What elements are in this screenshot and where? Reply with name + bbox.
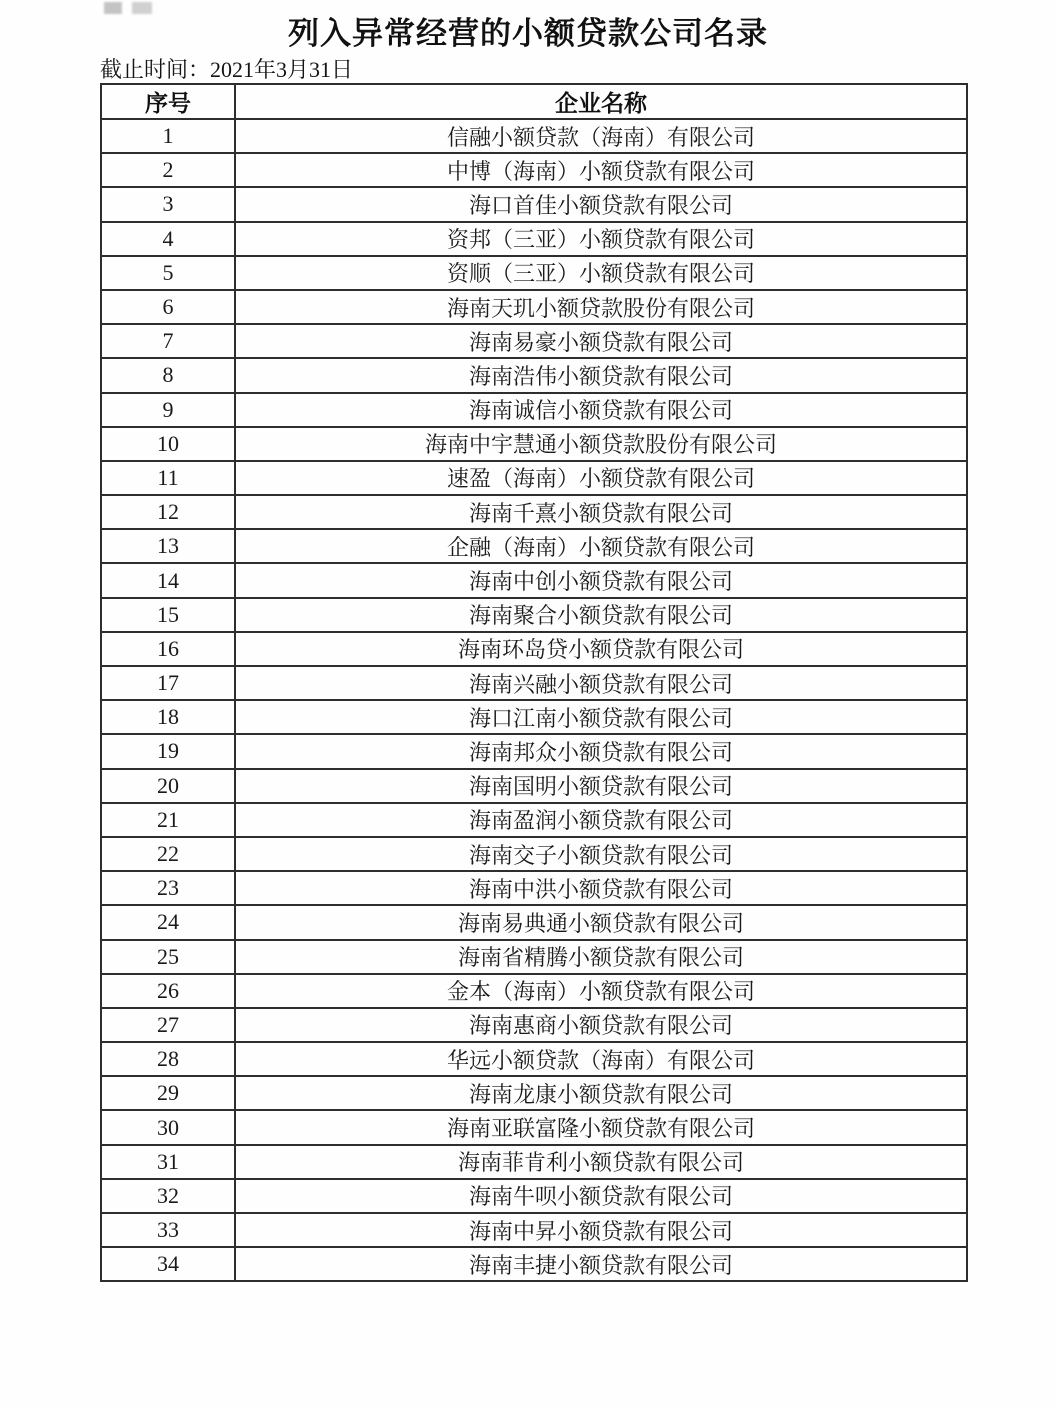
table-row — [101, 734, 967, 768]
table-row — [101, 1145, 967, 1179]
row-serial-number: 20 — [101, 769, 235, 803]
row-company-name: 金本（海南）小额贷款有限公司 — [235, 974, 967, 1008]
row-company-name: 海南龙康小额贷款有限公司 — [235, 1076, 967, 1110]
row-serial-number: 19 — [101, 734, 235, 768]
row-company-name: 海南省精腾小额贷款有限公司 — [235, 940, 967, 974]
row-company-name: 海南盈润小额贷款有限公司 — [235, 803, 967, 837]
table-row — [101, 427, 967, 461]
table-row — [101, 666, 967, 700]
row-serial-number: 28 — [101, 1042, 235, 1076]
row-company-name: 海南环岛贷小额贷款有限公司 — [235, 632, 967, 666]
company-table — [100, 83, 968, 1282]
table-row — [101, 529, 967, 563]
table-row — [101, 974, 967, 1008]
table-row — [101, 1247, 967, 1281]
row-serial-number: 4 — [101, 222, 235, 256]
row-serial-number: 34 — [101, 1247, 235, 1281]
row-serial-number: 16 — [101, 632, 235, 666]
row-company-name: 中博（海南）小额贷款有限公司 — [235, 153, 967, 187]
row-company-name: 海南惠商小额贷款有限公司 — [235, 1008, 967, 1042]
row-company-name: 海南国明小额贷款有限公司 — [235, 769, 967, 803]
row-serial-number: 5 — [101, 256, 235, 290]
row-serial-number: 15 — [101, 598, 235, 632]
table-row — [101, 290, 967, 324]
row-company-name: 海南千熹小额贷款有限公司 — [235, 495, 967, 529]
row-serial-number: 13 — [101, 529, 235, 563]
table-row — [101, 632, 967, 666]
table-row — [101, 461, 967, 495]
row-company-name: 资邦（三亚）小额贷款有限公司 — [235, 222, 967, 256]
row-serial-number: 30 — [101, 1110, 235, 1144]
table-row — [101, 1076, 967, 1110]
row-company-name: 海南牛呗小额贷款有限公司 — [235, 1179, 967, 1213]
table-row — [101, 1179, 967, 1213]
table-body — [101, 119, 967, 1281]
row-company-name: 海口江南小额贷款有限公司 — [235, 700, 967, 734]
row-company-name: 海南中宇慧通小额贷款股份有限公司 — [235, 427, 967, 461]
row-serial-number: 25 — [101, 940, 235, 974]
row-company-name: 企融（海南）小额贷款有限公司 — [235, 529, 967, 563]
table-row — [101, 1213, 967, 1247]
table-row — [101, 871, 967, 905]
table-row — [101, 1008, 967, 1042]
row-serial-number: 29 — [101, 1076, 235, 1110]
row-serial-number: 27 — [101, 1008, 235, 1042]
table-row — [101, 940, 967, 974]
row-serial-number: 14 — [101, 563, 235, 597]
row-company-name: 海南亚联富隆小额贷款有限公司 — [235, 1110, 967, 1144]
row-serial-number: 22 — [101, 837, 235, 871]
row-company-name: 海南中昇小额贷款有限公司 — [235, 1213, 967, 1247]
row-company-name: 华远小额贷款（海南）有限公司 — [235, 1042, 967, 1076]
row-serial-number: 31 — [101, 1145, 235, 1179]
page-title: 列入异常经营的小额贷款公司名录 — [288, 16, 768, 51]
table-row — [101, 598, 967, 632]
row-company-name: 海南兴融小额贷款有限公司 — [235, 666, 967, 700]
row-serial-number: 32 — [101, 1179, 235, 1213]
row-serial-number: 3 — [101, 187, 235, 221]
table-row — [101, 256, 967, 290]
row-serial-number: 6 — [101, 290, 235, 324]
row-serial-number: 33 — [101, 1213, 235, 1247]
table-row — [101, 153, 967, 187]
row-serial-number: 7 — [101, 324, 235, 358]
table-row — [101, 1110, 967, 1144]
row-company-name: 海南诚信小额贷款有限公司 — [235, 393, 967, 427]
row-serial-number: 26 — [101, 974, 235, 1008]
row-company-name: 海南邦众小额贷款有限公司 — [235, 734, 967, 768]
row-company-name: 海南中洪小额贷款有限公司 — [235, 871, 967, 905]
row-company-name: 海南聚合小额贷款有限公司 — [235, 598, 967, 632]
row-serial-number: 24 — [101, 905, 235, 939]
row-company-name: 海南丰捷小额贷款有限公司 — [235, 1247, 967, 1281]
row-serial-number: 8 — [101, 358, 235, 392]
row-serial-number: 11 — [101, 461, 235, 495]
row-serial-number: 18 — [101, 700, 235, 734]
row-serial-number: 12 — [101, 495, 235, 529]
deadline-text: 截止时间：2021年3月31日 — [100, 57, 354, 82]
row-serial-number: 23 — [101, 871, 235, 905]
row-serial-number: 2 — [101, 153, 235, 187]
table-row — [101, 1042, 967, 1076]
table-row — [101, 769, 967, 803]
header-company-name: 企业名称 — [235, 84, 967, 119]
table-row — [101, 837, 967, 871]
row-company-name: 速盈（海南）小额贷款有限公司 — [235, 461, 967, 495]
row-serial-number: 21 — [101, 803, 235, 837]
row-company-name: 海口首佳小额贷款有限公司 — [235, 187, 967, 221]
table-row — [101, 119, 967, 153]
row-company-name: 海南交子小额贷款有限公司 — [235, 837, 967, 871]
table-row — [101, 495, 967, 529]
row-serial-number: 17 — [101, 666, 235, 700]
header-serial-number: 序号 — [101, 84, 235, 119]
table-row — [101, 803, 967, 837]
row-company-name: 海南易典通小额贷款有限公司 — [235, 905, 967, 939]
table-row — [101, 700, 967, 734]
table-row — [101, 187, 967, 221]
row-company-name: 海南浩伟小额贷款有限公司 — [235, 358, 967, 392]
table-row — [101, 222, 967, 256]
row-serial-number: 1 — [101, 119, 235, 153]
table-row — [101, 358, 967, 392]
table-row — [101, 393, 967, 427]
row-serial-number: 10 — [101, 427, 235, 461]
row-company-name: 海南易豪小额贷款有限公司 — [235, 324, 967, 358]
table-row — [101, 905, 967, 939]
row-company-name: 资顺（三亚）小额贷款有限公司 — [235, 256, 967, 290]
table-row — [101, 563, 967, 597]
row-company-name: 海南菲肯利小额贷款有限公司 — [235, 1145, 967, 1179]
row-serial-number: 9 — [101, 393, 235, 427]
row-company-name: 海南中创小额贷款有限公司 — [235, 563, 967, 597]
row-company-name: 信融小额贷款（海南）有限公司 — [235, 119, 967, 153]
table-header-row — [101, 84, 967, 119]
row-company-name: 海南天玑小额贷款股份有限公司 — [235, 290, 967, 324]
table-row — [101, 324, 967, 358]
